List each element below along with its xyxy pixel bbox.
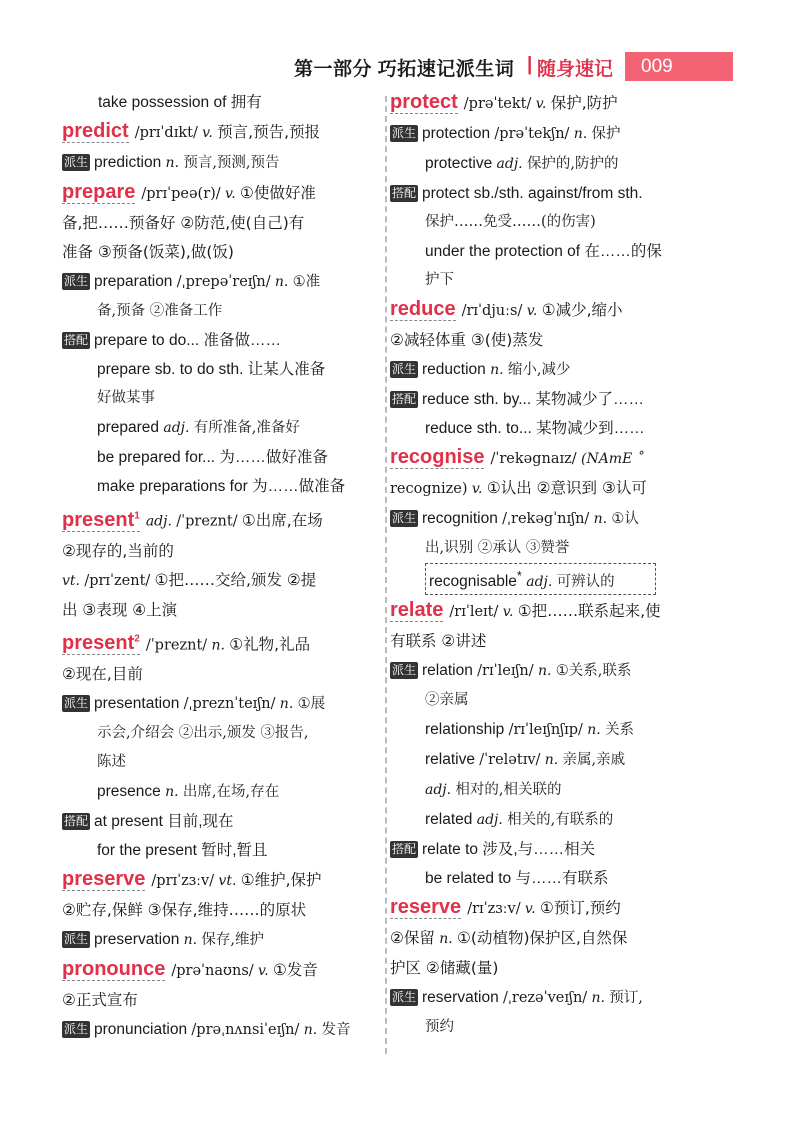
phonetic: /prəˌnʌnsiˈeɪʃn/ [191,1022,300,1039]
derive-tag: 派生 [392,663,417,678]
collocation-text: at present 目前,现在 [94,813,234,831]
derived-word: pronunciation [94,1021,188,1039]
derivative-line [62,1015,372,1045]
collocation-line [62,413,372,443]
derivative-line [390,149,702,179]
derive-tag: 派生 [64,1022,89,1037]
collocation-line: for the present 暂时,暂且 [97,842,268,860]
definition: ①使做好准 [240,184,316,202]
definition: ①认出 ②意识到 ③认可 [486,479,647,497]
part-of-speech: v. [502,604,514,621]
collocation-line [62,326,372,355]
definition: 亲属,亲戚 [562,752,626,769]
left-column [62,88,372,1045]
derivative-line [62,689,372,719]
collocation-line: 好做某事 [97,390,155,406]
entry-preserve [62,865,372,896]
variant-note: recognize) [390,481,468,497]
right-column [390,88,702,1042]
derivative-line [390,805,702,835]
definition-line [390,474,702,504]
phonetic: /prɪˈzɜːv/ [151,873,215,890]
definition: 保护 [591,126,621,142]
part-of-speech: n. [591,990,605,1007]
definition: ①准 [292,274,321,290]
phonetic: /rɪˈzɜːv/ [467,901,521,918]
phonetic: /ˌpreznˈteɪʃn/ [183,696,276,713]
derived-word: recognisable [429,573,517,591]
definition-line: 护区 ②储藏(量) [390,959,499,978]
headword [62,509,140,532]
part-of-speech: n. [274,274,289,290]
derive-tag: 派生 [64,155,89,169]
definition-line: ②贮存,保鲜 ③保存,维持……的原状 [62,901,307,920]
definition-line: ②减轻体重 ③(使)蒸发 [390,331,544,349]
collocation-line: be prepared for... 为……做好准备 [97,449,328,466]
headword: predict [62,120,129,142]
derived-word: preservation [94,931,180,949]
phonetic: /ˈpreznt/ [145,637,208,654]
collocation-line: 护下 [425,272,454,288]
definition: ①出席,在场 [241,511,323,530]
part-of-speech: n. [303,1022,318,1039]
derived-word: preparation [94,273,173,290]
headword-text: present [62,632,135,655]
entry-prepare [62,178,372,209]
definition-line: 陈述 [97,754,126,771]
definition: ①预订,预约 [539,899,621,918]
definition-line: ②现在,目前 [62,665,143,684]
derivative-line [390,715,702,745]
collocation-text: relate to 涉及,与……相关 [422,841,596,859]
phrase-line: take possession of 拥有 [98,94,262,111]
part-of-speech: adj. [425,782,452,799]
collocation-line: 保护……免受……(的伤害) [425,214,596,230]
phonetic: /prɪˈdɪkt/ [134,125,198,141]
title-separator: | [527,54,533,75]
headword: relate [390,599,444,622]
part-of-speech: adj. [163,420,190,436]
phonetic: /rɪˈdjuːs/ [461,303,523,319]
part-of-speech: n. [439,931,453,948]
derived-word: reservation [422,989,499,1007]
derive-tag: 派生 [392,362,417,376]
definition: 缩小,减少 [507,362,571,378]
part-of-speech: n. [573,126,588,142]
part-of-speech: adj. [496,156,523,172]
headword-text: present [62,508,135,531]
collocation-line: reduce sth. to... 某物减少到…… [425,420,645,437]
part-of-speech: n. [165,784,179,801]
derivative-line [390,745,702,775]
definition: 可辨认的 [556,574,615,591]
collocation-line [390,179,702,208]
derivative-line [390,119,702,149]
part-of-speech: n. [165,155,180,171]
part-of-speech: adj. [476,812,503,829]
headword: prepare [62,181,136,203]
part-of-speech: adj. [526,574,553,591]
definition: ①维护,保护 [240,871,322,890]
headword: protect [390,91,458,113]
collocation-tag: 搭配 [392,842,417,857]
phonetic: /ˈpreznt/ [176,513,238,530]
part-of-speech: v. [526,303,538,319]
headword: reserve [390,896,462,919]
collocation-line: make preparations for 为……做准备 [97,478,346,495]
collocation-tag: 搭配 [392,392,417,406]
definition: ①把……联系起来,使 [517,602,661,621]
definition-line: 准备 ③预备(饭菜),做(饭) [62,243,234,261]
phonetic: /ˌrezəˈveɪʃn/ [503,990,588,1007]
definition: 预订, [609,990,643,1007]
derivative-line [62,267,372,297]
part-of-speech: n. [490,362,504,378]
part-of-speech: v. [524,901,536,918]
phonetic: /rɪˈleɪʃn/ [477,663,534,680]
collocation-line [62,807,372,836]
derive-tag: 派生 [64,274,89,288]
derivative-line [62,925,372,955]
part-of-speech: n. [279,696,294,713]
derivative-line [390,656,702,686]
entry-reduce [390,295,702,326]
definition: 相关的,有联系的 [507,812,614,829]
part-of-speech: adj. [145,513,172,530]
phonetic: /prɪˈzent/ [84,572,151,589]
entry-recognise [390,443,702,474]
phonetic: /prəˈtekʃn/ [494,126,570,142]
derive-tag: 派生 [64,932,89,947]
column-divider [385,96,387,1054]
derivative-line [390,355,702,385]
derived-word: presence [97,783,161,801]
collocation-tag: 搭配 [392,186,417,200]
definition: ①认 [611,511,639,527]
derived-word: recognition [422,510,498,527]
chapter-title: 第一部分 巧拓速记派生词 [294,59,515,80]
definition-line: 预约 [425,1019,454,1036]
phonetic: /ˈrelətɪv/ [479,752,541,769]
entry-relate [390,596,702,627]
headword: reduce [390,298,456,320]
headword: recognise [390,446,485,468]
part-of-speech: v. [471,481,483,497]
definition: 预言,预告,预报 [217,123,321,141]
definition: ①关系,联系 [555,663,632,680]
entry-present-2 [62,625,372,661]
definition: 出席,在场,存在 [182,784,280,801]
homograph-number: 2 [134,633,140,645]
definition-line: 出,识别 ②承认 ③赞誉 [425,540,570,556]
part-of-speech: v. [224,186,236,202]
derived-word: relative [425,751,475,769]
part-of-speech: v. [535,96,547,112]
collocation-text: reduce sth. by... 某物减少了…… [422,391,644,408]
definition: 预言,预测,预告 [183,155,280,171]
star-mark: * [516,568,522,583]
phonetic: /prəˈtekt/ [463,96,532,112]
derive-tag: 派生 [392,990,417,1005]
definition: 保存,维护 [201,932,265,949]
derived-word: protection [422,125,491,142]
part-of-speech: n. [183,932,198,949]
collocation-text: protect sb./sth. against/from sth. [422,185,643,202]
derive-tag: 派生 [392,511,417,525]
collocation-tag: 搭配 [64,333,89,347]
derivative-line [390,775,702,805]
derivative-line [390,983,702,1013]
derived-word: related [425,811,473,829]
headword [62,632,140,655]
phonetic: /ˌprepəˈreɪʃn/ [176,274,271,290]
definition: 有所准备,准备好 [193,420,300,436]
entry-present-1 [62,501,372,537]
definition: 保护的,防护的 [526,156,619,172]
definition: 相对的,相关联的 [455,782,562,799]
collocation-text: prepare to do... 准备做…… [94,332,281,349]
extension-box-line [390,563,702,596]
part-of-speech: v. [257,963,269,980]
definition-line [62,566,372,596]
part-of-speech: n. [544,752,559,769]
extension-box [425,563,656,595]
derived-word: protective [425,155,493,172]
definition-line: ②亲属 [425,692,469,709]
derivative-line [62,148,372,178]
collocation-tag: 搭配 [64,814,89,829]
entry-protect [390,88,702,119]
definition-line: 示会,介绍会 ②出示,颁发 ③报告, [97,725,309,742]
definition: 保护,防护 [550,94,618,112]
definition-line: 有联系 ②讲述 [390,632,487,651]
definition-line: ②正式宣布 [62,991,138,1010]
headword: pronounce [62,958,166,981]
part-of-speech: n. [587,722,601,739]
entry-reserve [390,893,702,924]
collocation-line [390,835,702,864]
derivative-line [390,504,702,534]
definition: 发音 [321,1022,351,1039]
derived-word: reduction [422,361,486,378]
part-of-speech: n. [537,663,552,680]
definition: ①减少,缩小 [541,301,623,319]
derived-word: presentation [94,695,180,713]
part-of-speech: vt. [218,873,237,890]
derivative-line [62,777,372,807]
part-of-speech: v. [202,125,213,141]
definition-line [390,924,702,954]
definition-line: 出 ③表现 ④上演 [62,600,178,619]
part-of-speech: n. [211,637,225,654]
collocation-line [390,385,702,414]
derive-tag: 派生 [392,126,417,140]
homograph-number: 1 [134,510,140,521]
headword: preserve [62,868,146,891]
phonetic: /prɪˈpeə(r)/ [141,186,221,202]
collocation-line: prepare sb. to do sth. 让某人准备 [97,361,326,378]
collocation-line: be related to 与……有联系 [425,870,609,888]
definition: ①发音 [272,961,318,980]
definition-line: ②现存的,当前的 [62,541,174,560]
phonetic: /rɪˈleɪt/ [449,604,499,621]
entry-predict [62,117,372,148]
derived-word: prediction [94,154,162,171]
phonetic: /rɪˈleɪʃnʃɪp/ [508,722,583,739]
definition: ②保留 [390,929,435,948]
section-subtitle: 随身速记 [537,59,614,80]
derived-word: relation [422,662,473,680]
page-number: 009 [625,52,733,81]
definition: ①礼物,礼品 [229,635,311,654]
definition-line: 备,预备 ②准备工作 [97,303,223,319]
phonetic: /ˈrekəgnaɪz/ [490,451,577,467]
variant-note: (NAmE ˚ [580,451,644,467]
derived-word: relationship [425,721,505,739]
derived-word: prepared [97,419,160,436]
definition: ①(动植物)保护区,自然保 [457,929,628,948]
running-header [0,52,800,82]
entry-pronounce [62,955,372,986]
derive-tag: 派生 [64,696,89,711]
collocation-line: under the protection of 在……的保 [425,243,662,260]
definition: ①展 [297,696,326,713]
definition: ①把……交给,颁发 ②提 [154,570,317,589]
definition-line: 备,把……预备好 ②防范,使(自己)有 [62,214,305,232]
part-of-speech: vt. [62,572,80,589]
phonetic: /ˌrekəgˈnɪʃn/ [502,511,590,527]
part-of-speech: n. [593,511,608,527]
definition: 关系 [605,722,634,739]
phonetic: /prəˈnaʊns/ [171,963,254,980]
